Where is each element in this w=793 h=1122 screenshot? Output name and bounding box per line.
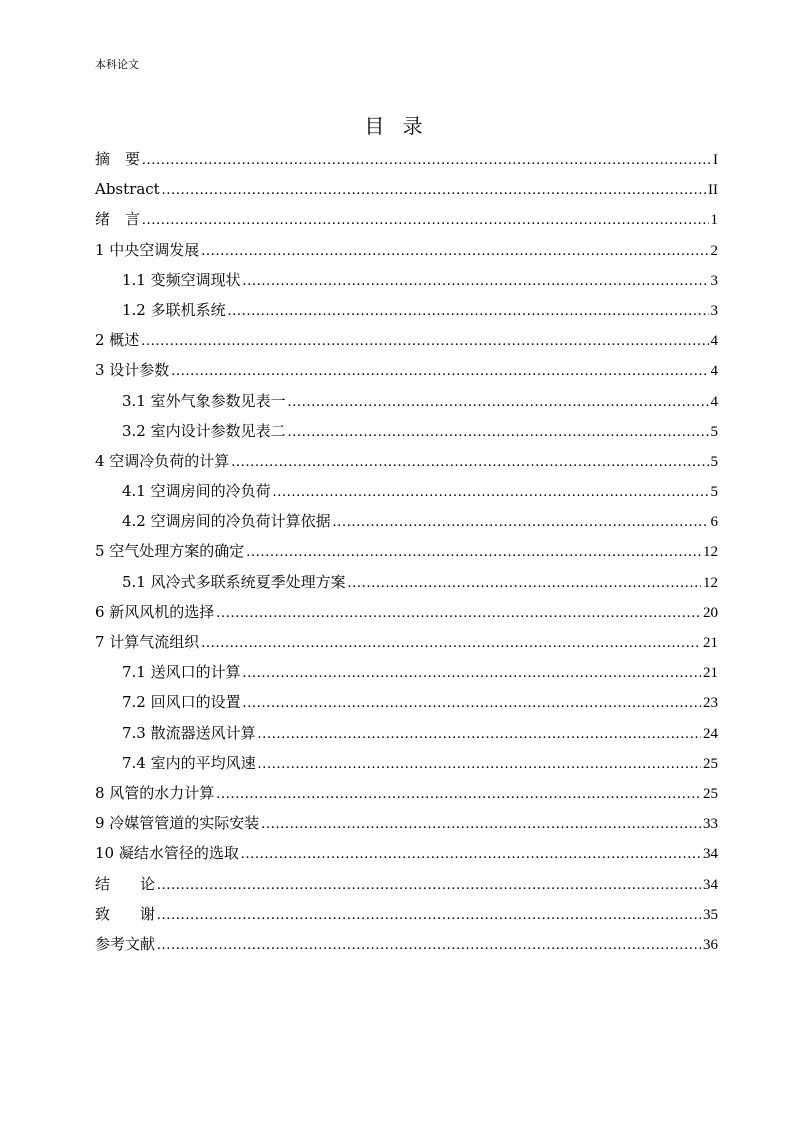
toc-entry-label: 5.1 风冷式多联系统夏季处理方案	[122, 572, 346, 591]
toc-leader-dots	[142, 205, 708, 235]
toc-entry[interactable]	[95, 929, 718, 959]
toc-entry-label: 1.2 多联机系统	[122, 300, 226, 319]
toc-leader-dots	[231, 447, 708, 477]
toc-entry-label: 9 冷媒管管道的实际安装	[95, 814, 260, 833]
toc-entry-label: 摘 要	[95, 150, 141, 168]
toc-entry[interactable]	[95, 567, 718, 597]
toc-entry[interactable]	[95, 718, 718, 748]
toc-entry[interactable]	[95, 838, 718, 868]
toc-entry[interactable]	[95, 778, 718, 808]
toc-entry[interactable]	[95, 657, 718, 687]
toc-entry-page: 1	[710, 212, 718, 229]
toc-leader-dots	[241, 839, 701, 869]
toc-entry-page: 21	[703, 665, 718, 682]
toc-entry[interactable]	[95, 869, 718, 899]
toc-entry-page: 3	[710, 272, 718, 289]
toc-entry[interactable]	[95, 506, 718, 536]
toc-entry-label: 7.1 送风口的计算	[122, 663, 241, 682]
toc-entry-page: 34	[703, 846, 718, 863]
toc-entry-label: 7.3 散流器送风计算	[122, 723, 256, 742]
toc-entry[interactable]	[95, 597, 718, 627]
toc-leader-dots	[141, 326, 708, 356]
toc-entry[interactable]	[95, 446, 718, 476]
toc-entry-label: 2 概述	[95, 331, 140, 350]
toc-entry-page: 24	[703, 725, 718, 742]
toc-entry-page: 12	[703, 574, 718, 591]
toc-entry-page: II	[708, 182, 718, 199]
toc-entry-label: 7.2 回风口的设置	[122, 693, 241, 712]
toc-leader-dots	[201, 236, 708, 266]
toc-entry[interactable]	[95, 416, 718, 446]
toc-entry-page: 4	[710, 363, 718, 380]
toc-leader-dots	[246, 537, 701, 567]
toc-leader-dots	[216, 779, 701, 809]
toc-entry-page: 34	[703, 876, 718, 893]
toc-leader-dots	[157, 870, 701, 900]
toc-entry[interactable]	[95, 265, 718, 295]
toc-entry-label: 4 空调冷负荷的计算	[95, 451, 230, 470]
toc-leader-dots	[273, 477, 709, 507]
toc-entry-label: 6 新风风机的选择	[95, 602, 215, 621]
toc-entry-label: 致 谢	[95, 904, 156, 923]
toc-entry-page: 12	[703, 544, 718, 561]
table-of-contents	[95, 144, 718, 959]
toc-leader-dots	[243, 688, 701, 718]
toc-leader-dots	[243, 658, 701, 688]
toc-entry-page: 4	[710, 393, 718, 410]
toc-entry-label: 7 计算气流组织	[95, 633, 200, 651]
toc-entry-label: 参考文献	[95, 934, 156, 953]
toc-leader-dots	[228, 296, 709, 326]
toc-leader-dots	[288, 387, 709, 417]
toc-entry[interactable]	[95, 536, 718, 566]
toc-entry-page: 25	[703, 785, 718, 802]
page-title: 目 录	[364, 114, 429, 138]
toc-entry-label: 绪 言	[95, 210, 141, 229]
toc-entry-page: 5	[710, 423, 718, 440]
toc-entry-page: 2	[710, 242, 718, 259]
toc-entry-label: 结 论	[95, 874, 156, 893]
toc-leader-dots	[288, 417, 709, 447]
toc-entry[interactable]	[95, 325, 718, 355]
toc-leader-dots	[258, 749, 701, 779]
toc-entry-label: 3 设计参数	[95, 361, 170, 380]
toc-leader-dots	[258, 719, 701, 749]
toc-entry[interactable]	[95, 476, 718, 506]
toc-entry[interactable]	[95, 204, 718, 234]
toc-entry-page: 33	[703, 816, 718, 833]
toc-leader-dots	[201, 628, 701, 658]
toc-entry-page: 5	[710, 453, 718, 470]
toc-entry-page: 5	[710, 484, 718, 501]
toc-leader-dots	[162, 175, 706, 205]
toc-leader-dots	[171, 356, 708, 386]
toc-entry-page: 35	[703, 906, 718, 923]
toc-entry[interactable]	[95, 174, 718, 204]
toc-entry[interactable]	[95, 144, 718, 174]
toc-entry-page: 23	[703, 695, 718, 712]
toc-entry-page: 3	[710, 302, 718, 319]
toc-entry[interactable]	[95, 295, 718, 325]
toc-entry[interactable]	[95, 235, 718, 265]
toc-entry-label: Abstract	[95, 180, 160, 199]
toc-entry-label: 4.2 空调房间的冷负荷计算依据	[122, 512, 331, 531]
toc-entry-page: 21	[703, 635, 718, 651]
toc-entry-page: 4	[710, 333, 718, 350]
toc-entry-label: 7.4 室内的平均风速	[122, 753, 256, 772]
toc-entry[interactable]	[95, 627, 718, 657]
toc-entry-page: 6	[710, 514, 718, 531]
toc-entry-label: 5 空气处理方案的确定	[95, 542, 245, 561]
toc-leader-dots	[261, 809, 701, 839]
toc-entry-label: 4.1 空调房间的冷负荷	[122, 482, 271, 501]
toc-entry[interactable]	[95, 748, 718, 778]
toc-entry-label: 3.2 室内设计参数见表二	[122, 421, 286, 440]
toc-entry-page: 36	[703, 936, 718, 953]
toc-leader-dots	[142, 145, 711, 175]
toc-entry-label: 3.1 室外气象参数见表一	[122, 391, 286, 410]
toc-leader-dots	[157, 900, 701, 930]
toc-entry-label: 10 凝结水管径的选取	[95, 844, 239, 863]
toc-entry[interactable]	[95, 808, 718, 838]
toc-leader-dots	[157, 930, 701, 960]
toc-leader-dots	[333, 507, 709, 537]
toc-entry[interactable]	[95, 355, 718, 385]
toc-entry-label: 1 中央空调发展	[95, 240, 200, 259]
toc-entry-page: 20	[703, 604, 718, 621]
toc-leader-dots	[348, 568, 701, 598]
toc-entry-page: 25	[703, 755, 718, 772]
toc-entry[interactable]	[95, 687, 718, 717]
toc-leader-dots	[243, 266, 709, 296]
toc-entry[interactable]	[95, 386, 718, 416]
toc-leader-dots	[216, 598, 701, 628]
page-header: 本科论文	[95, 58, 139, 71]
toc-entry-label: 8 风管的水力计算	[95, 783, 215, 802]
toc-entry-label: 1.1 变频空调现状	[122, 270, 241, 289]
toc-entry-page: I	[713, 152, 718, 168]
toc-entry[interactable]	[95, 899, 718, 929]
